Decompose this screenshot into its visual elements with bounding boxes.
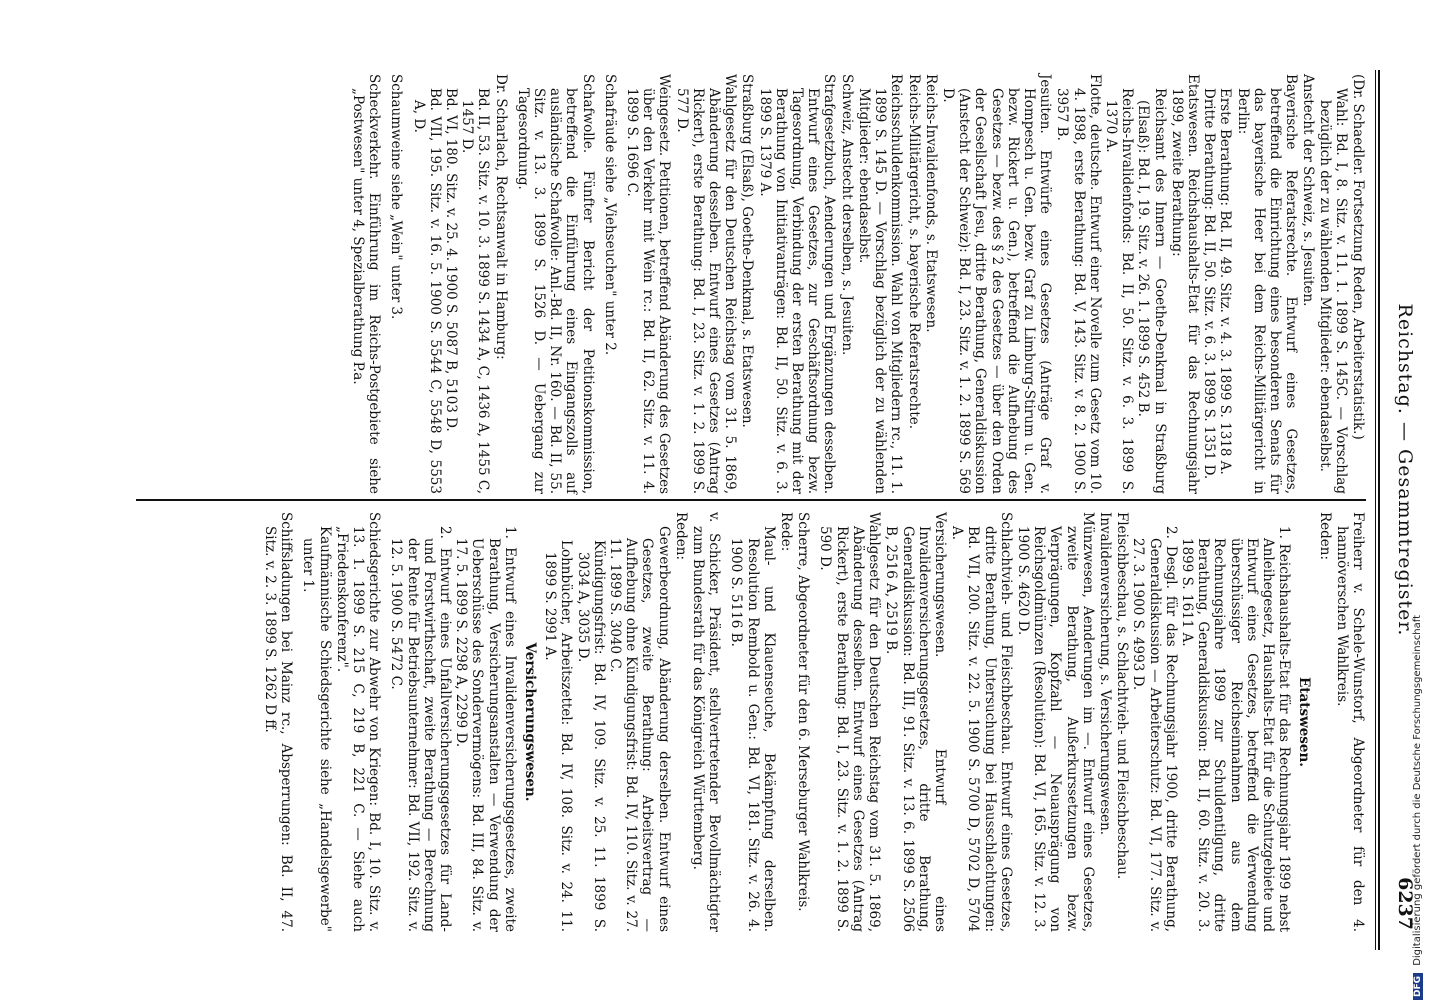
index-subentry: Kaufmännische Schiedsgerichte siehe „Handelsgewerbe" unter 1.: [300, 526, 333, 932]
index-subentry: Reichsamt des Innern — Goethe-Denkmal in Straßburg (Elsaß): Bd. I, 19. Sitz. v. 26. 1. 1899 S. 452 B.: [1135, 88, 1168, 494]
index-subentry: Bd. VI, 180. Sitz. v. 25. 4. 1900 S. 5087 B, 5103 D.: [443, 88, 460, 432]
index-subentry: 1. Entwurf eines Invalidenversicherungsgesetzes, zweite Berathung, Versicherungsanstalten — Verwendung der Ueberschüsse des Sondervermögens: Bd. III, 84. Sitz. v. 17. 5. 1899 S. 2298 A, 2299 D.: [453, 526, 518, 932]
index-entry: Reichs-Militärgericht, s. bayerische Referatsrechte.: [905, 74, 922, 430]
index-subentry: 1. Reichshaushalts-Etat für das Rechnungsjahr 1899 nebst Anleihegesetz, Haushalts-Etat für die Schutzgebiete und Entwurf eines Gesetzes, betreffend die Verwendung überschüssiger Reichseinnahmen aus dem Rechnungsjahre 1899 zur Schuldentilgung, dritte Berathung, Generaldiskussion: Bd. II, 60. Sitz. v. 20. 3. 1899 S. 1611 A.: [1178, 526, 1293, 932]
index-subentry: Kündigungsfrist: Bd. IV, 109. Sitz. v. 25. 11. 1899 S. 3034 A, 3035 D.: [574, 540, 607, 932]
header-title: Reichstag. — Gesammtregister.: [1394, 303, 1416, 637]
index-subentry: Dritte Berathung: Bd. II, 50. Sitz. v. 6. 3. 1899 S. 1351 D.: [1201, 88, 1218, 480]
index-subentry: Bd. VII, 195. Sitz. v. 16. 5. 1900 S. 5544 C, 5548 D, 5553 A, D.: [410, 88, 443, 494]
index-entry: Strafgesetzbuch, Aenderungen und Ergänzungen desselben. Entwurf eines Gesetzes, zur Geschäftsordnung bezw. Tagesordnung, Verbindung der ersten Berathung mit der Berathung von Initiativanträgen: Bd. II, 50. Sitz. v. 6. 3. 1899 S. 1379 A.: [756, 74, 838, 494]
index-label: Reden:: [1316, 512, 1333, 561]
left-column: [349, 74, 1366, 494]
index-subentry: Maul- und Klauenseuche, Bekämpfung derselben. Resolution Rembold u. Gen.: Bd. VI, 181. Sitz. v. 26. 4. 1900 S. 5116 B.: [728, 526, 777, 932]
index-entry: Bayerische Referatsrechte. Entwurf eines Gesetzes, betreffend die Einrichtung eines besonderen Senats für das bayerische Heer bei dem Reichs-Militärgericht in Berlin:: [1234, 74, 1300, 494]
index-entry: Versicherungswesen. Entwurf eines Invalidenversicherungsgesetzes, dritte Berathung, Generaldiskussion: Bd. III, 91. Sitz. v. 13. 6. 1899 S. 2506 B, 2516 A, 2519 B.: [883, 512, 948, 932]
index-entry: Schafwolle. Fünfter Bericht der Petitionskommission, betreffend die Einführung eines Eingangszolls auf ausländische Schafwolle: Anl.-Bd. II, Nr. 160. — Bd. II, 55. Sitz. v. 13. 3. 1899 S. 1526 D. — Uebergang zur Tagesordnung.: [514, 74, 596, 494]
index-entry: Jesuiten. Entwürfe eines Gesetzes (Anträge Graf v. Hompesch u. Gen. bezw. Graf zu Limburg-Stirum u. Gen. bezw. Rickert u. Gen.), betreffend die Aufhebung des Gesetzes — bezw. des § 2 des Gesetzes — über den Orden der Gesellschaft Jesu, dritte Berathung, Generaldiskussion (Anstecht der Schweiz): Bd. I, 23. Sitz. v. 1. 2. 1899 S. 569 D.: [939, 74, 1054, 494]
index-entry: Flotte, deutsche. Entwurf einer Novelle zum Gesetz vom 10. 4. 1898, erste Berathung: Bd. V, 143. Sitz. v. 8. 2. 1900 S. 3957 B.: [1054, 74, 1103, 494]
index-label: Reden:: [672, 512, 689, 561]
index-entry: Münzwesen, Aenderungen im —. Entwurf eines Gesetzes, zweite Berathung, Außerkurssetzungen bezw. Verprägungen, Kopfzahl — Neuausprägung von Reichsgoldmünzen (Resolution): Bd. VI, 165. Sitz. v. 12. 3. 1900 S. 4620 D.: [1014, 512, 1096, 932]
index-entry: Schiffsladungen bei Mainz rc., Absperrungen: Bd. II, 47. Sitz. v. 2. 3. 1899 S. 1262 D ff.: [262, 512, 295, 932]
index-entry: Weingesetz. Petitionen, betreffend Abänderung des Gesetzes über den Verkehr mit Wein rc.: Bd. II, 62. Sitz. v. 11. 4. 1899 S. 1696 C.: [624, 74, 673, 494]
index-entry: Schiedsgerichte zur Abwehr von Kriegen: Bd. I, 10. Sitz. v. 13. 1. 1899 S. 215 C, 219 B, 221 C. — Siehe auch „Friedenskonferenz".: [333, 512, 383, 932]
index-entry: Schlachtvieh- und Fleischbeschau. Entwurf eines Gesetzes, dritte Berathung, Untersuchung bei Hausschlachtungen: Bd. VII, 200. Sitz. v. 22. 5. 1900 S. 5700 D, 5702 D, 5704 A.: [949, 512, 1014, 932]
header-rule-thin: [1375, 70, 1376, 950]
index-subentry: Reichs-Invalidenfonds: Bd. II, 50. Sitz. v. 6. 3. 1899 S. 1370 A.: [1102, 88, 1136, 494]
index-entry: Scheckverkehr. Einführung im Reichs-Postgebiete siehe „Postwesen" unter 4, Spezialberathung P.a.: [350, 74, 383, 494]
index-entry: Schweiz, Anstecht derselben, s. Jesuiten.: [838, 74, 855, 356]
index-entry: Reichs-Invalidenfonds, s. Etatswesen.: [922, 74, 939, 333]
index-entry: Reichsschuldenkommission. Wahl von Mitgliedern rc., 11. 1. 1899 S. 145 D. — Vorschlag bezüglich der zu wählenden Mitglieder: ebendaselbst.: [855, 74, 905, 494]
index-entry: Freiherr v. Schele-Wunstorf, Abgeordneter für den 4. hannöverschen Wahlkreis.: [1333, 512, 1366, 932]
index-subentry: Bd. II, 53. Sitz. v. 10. 3. 1899 S. 1434 A, C, 1436 A, 1455 C, 1457 D.: [459, 88, 492, 494]
index-entry: v. Schicker, Präsident, stellvertretender Bevollmächtigter zum Bundesrath für das Königreich Württemberg.: [690, 512, 723, 932]
index-subentry: Gewerbeordnung, Abänderung derselben. Entwurf eines Gesetzes, zweite Berathung: Arbeitsvertrag — Aufhebung ohne Kündigungsfrist: Bd. IV, 110. Sitz. v. 27. 11. 1899 S. 3040 C.: [607, 526, 672, 932]
index-subentry: Erste Berathung: Bd. II, 49. Sitz. v. 4. 3. 1899 S. 1318 A.: [1217, 88, 1234, 475]
index-entry: Schafräude siehe „Viehseuchen" unter 2.: [601, 74, 618, 356]
index-subentry: 2. Entwurf eines Unfallversicherungsgesetzes für Land- und Forstwirthschaft, zweite Berathung — Berechnung der Rente für Betriebsunternehmer: Bd. VII, 192. Sitz. v. 12. 5. 1900 S. 5472 C.: [388, 526, 454, 932]
right-column: [261, 512, 1366, 932]
index-entry: Straßburg (Elsaß), Goethe-Denkmal, s. Etatswesen.: [739, 74, 756, 428]
index-entry: Etatswesen. Reichshaushalts-Etat für das Rechnungsjahr 1899, zweite Berathung:: [1168, 74, 1201, 494]
index-entry: Dr. Scharlach, Rechtsanwalt in Hamburg:: [492, 74, 509, 360]
index-entry: Scherre, Abgeordneter für den 6. Merseburger Wahlkreis.: [795, 512, 812, 912]
index-entry: Fleischbeschau, s. Schlachtvieh- und Fleischbeschau.: [1114, 512, 1131, 880]
column-divider: [136, 499, 1366, 501]
index-entry: Wahlgesetz für den Deutschen Reichstag vom 31. 5. 1869, Abänderung desselben. Entwurf eines Gesetzes (Antrag Rickert), erste Berathung: Bd. I, 23. Sitz. v. 1. 2. 1899 S. 590 D.: [817, 512, 883, 932]
section-heading: Versicherungswesen.: [522, 642, 539, 802]
index-entry: Schaumweine siehe „Wein" unter 3.: [388, 74, 405, 320]
index-entry: Invalidenversicherung, s. Versicherungswesen.: [1096, 512, 1113, 836]
index-subentry: Wahl: Bd. I, 8. Sitz. v. 11. 1. 1899 S. 145C. — Vorschlag bezüglich der zu wählenden Mitglieder: ebendaselbst.: [1316, 88, 1349, 494]
index-entry: Wahlgesetz für den Deutschen Reichstag vom 31. 5. 1869, Abänderung desselben. Entwurf eines Gesetzes (Antrag Rickert), erste Berathung: Bd. I, 23. Sitz. v. 1. 2. 1899 S. 577 D.: [673, 74, 739, 494]
index-subentry: 2. Desgl. für das Rechnungsjahr 1900, dritte Berathung, Generaldiskussion — Arbeiterschutz: Bd. VI, 177. Sitz. v. 27. 3. 1900 S. 4993 D.: [1130, 526, 1179, 932]
index-label: Rede:: [778, 512, 795, 552]
footer-text: Digitalisierung gefördert durch die Deutsche Forschungsgemeinschaft: [1412, 614, 1423, 966]
index-subentry: Lohnbücher, Arbeitszettel: Bd. IV, 108. Sitz. v. 24. 11. 1899 S. 2991 A.: [542, 540, 575, 932]
section-heading: Etatswesen.: [1296, 676, 1313, 768]
header-rule: [1378, 70, 1380, 950]
dfg-logo: DFG: [1413, 973, 1423, 1000]
index-entry: Anstecht der Schweiz, s. Jesuiten.: [1300, 74, 1317, 307]
index-entry: (Dr. Schaedler. Fortsetzung Reden, Arbeiterstatistik.): [1350, 74, 1366, 440]
page-number: 6237: [1394, 877, 1416, 930]
footer-credit: [1412, 0, 1432, 1000]
